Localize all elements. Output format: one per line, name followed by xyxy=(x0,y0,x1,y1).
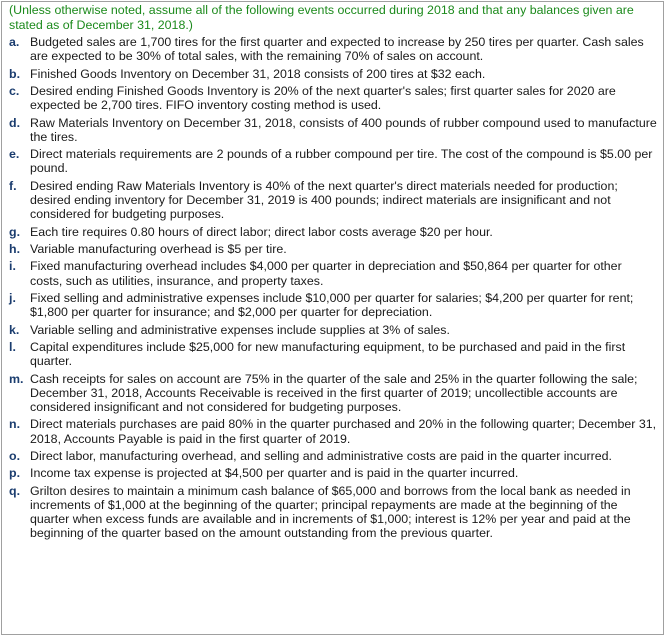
item-letter: d. xyxy=(9,115,21,130)
list-item xyxy=(9,291,657,319)
item-text: Cash receipts for sales on account are 75% in the quarter of the sale and 25% in the quarter following the sale; December 31, 2018, Accounts Receivable is received in the first quarter of 2019; uncollectible accounts are considered insignificant and not considered for budgeting purposes. xyxy=(30,371,638,414)
list-item xyxy=(9,466,657,480)
list-item xyxy=(9,67,657,81)
list-item xyxy=(9,84,657,112)
item-text: Each tire requires 0.80 hours of direct labor; direct labor costs average $20 per hour. xyxy=(30,224,493,239)
list-item xyxy=(9,242,657,256)
list-item xyxy=(9,147,657,175)
item-text: Fixed selling and administrative expenses include $10,000 per quarter for salaries; $4,200 per quarter for rent; $1,800 per quarter for insurance; and $2,000 per quarter for depreciation. xyxy=(30,290,634,320)
item-text: Direct materials requirements are 2 pounds of a rubber compound per tire. The cost of the compound is $5.00 per pound. xyxy=(30,147,653,176)
item-text: Budgeted sales are 1,700 tires for the first quarter and expected to increase by 250 tires per quarter. Cash sales are expected to be 30% of total sales, with the remaining 70% of sales on account. xyxy=(30,35,644,64)
item-letter: g. xyxy=(9,224,21,239)
list-item xyxy=(9,372,657,415)
item-letter: k. xyxy=(9,322,20,337)
list-item xyxy=(9,259,657,287)
list-item xyxy=(9,323,657,337)
item-letter: n. xyxy=(9,417,21,432)
item-letter: f. xyxy=(9,178,17,193)
list-item xyxy=(9,225,657,239)
item-text: Finished Goods Inventory on December 31, 2018 consists of 200 tires at $32 each. xyxy=(30,66,486,81)
events-list xyxy=(9,35,657,541)
item-letter: c. xyxy=(9,83,20,98)
item-text: Grilton desires to maintain a minimum cash balance of $65,000 and borrows from the local bank as needed in increments of $1,000 at the beginning of the quarter; principal repayments are made at the beginning of the quarter when excess funds are available and in increments of $1,000; interest is 12% per year and paid at the beginning of the quarter based on the amount outstanding from the previous quarter. xyxy=(30,483,631,541)
item-letter: h. xyxy=(9,241,21,256)
item-text: Variable manufacturing overhead is $5 per tire. xyxy=(30,241,287,256)
list-item xyxy=(9,449,657,463)
item-letter: l. xyxy=(9,339,16,354)
list-item xyxy=(9,484,657,541)
item-letter: o. xyxy=(9,448,21,463)
item-letter: a. xyxy=(9,35,20,49)
item-letter: m. xyxy=(9,371,24,386)
item-letter: i. xyxy=(9,259,16,274)
list-item xyxy=(9,179,657,222)
item-letter: q. xyxy=(9,483,21,498)
item-letter: j. xyxy=(9,290,16,305)
item-text: Desired ending Raw Materials Inventory is 40% of the next quarter's direct materials needed for production; desired ending inventory for December 31, 2019 is 400 pounds; indirect materials are insignificant and not considered for budgeting purposes. xyxy=(30,178,618,222)
item-text: Desired ending Finished Goods Inventory is 20% of the next quarter's sales; first quarter sales for 2020 are expected be 2,700 tires. FIFO inventory costing method is used. xyxy=(30,83,616,113)
list-item xyxy=(9,116,657,144)
item-letter: p. xyxy=(9,466,21,481)
item-text: Direct labor, manufacturing overhead, and selling and administrative costs are paid in the quarter incurred. xyxy=(30,448,612,463)
list-item xyxy=(9,417,657,445)
item-text: Income tax expense is projected at $4,500 per quarter and is paid in the quarter incurred. xyxy=(30,466,519,481)
item-text: Fixed manufacturing overhead includes $4,000 per quarter in depreciation and $50,864 per quarter for other costs, such as utilities, insurance, and property taxes. xyxy=(30,259,622,288)
problem-panel xyxy=(1,1,664,635)
item-text: Variable selling and administrative expenses include supplies at 3% of sales. xyxy=(30,322,450,337)
list-item xyxy=(9,35,657,63)
item-text: Capital expenditures include $25,000 for new manufacturing equipment, to be purchased and paid in the first quarter. xyxy=(30,339,626,369)
item-text: Raw Materials Inventory on December 31, 2018, consists of 400 pounds of rubber compound used to manufacture the tires. xyxy=(30,115,657,144)
intro-note: (Unless otherwise noted, assume all of the following events occurred during 2018 and that any balances given are stated as of December 31, 2018.) xyxy=(9,3,634,32)
item-letter: b. xyxy=(9,66,21,81)
item-letter: e. xyxy=(9,147,20,162)
list-item xyxy=(9,340,657,368)
item-text: Direct materials purchases are paid 80% in the quarter purchased and 20% in the following quarter; December 31, 2018, Accounts Payable is paid in the first quarter of 2019. xyxy=(30,417,657,446)
